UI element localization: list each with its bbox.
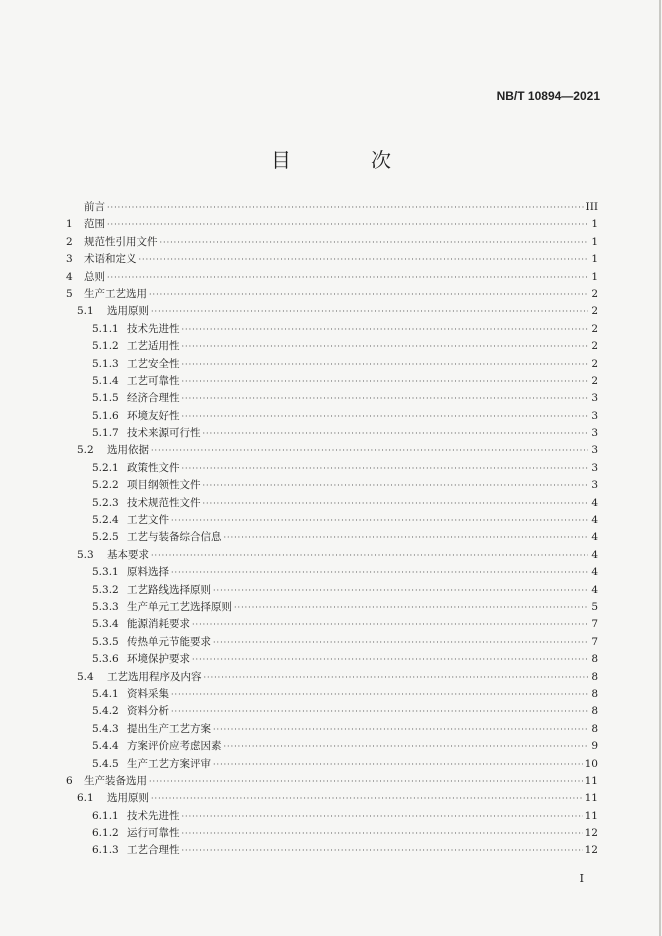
toc-entry-label: 工艺文件 <box>127 514 169 527</box>
toc-entry-page: 8 <box>591 722 598 735</box>
toc-entry-page: 4 <box>591 531 598 544</box>
toc-entry-number: 5.2.3 <box>92 496 119 509</box>
toc-entry-label: 工艺可靠性 <box>127 374 180 387</box>
toc-entry-number: 5 <box>66 287 73 300</box>
dot-leader <box>107 216 588 233</box>
toc-entry-label: 前言 <box>84 201 105 213</box>
toc-entry-number: 5.4.3 <box>92 722 119 735</box>
toc-entry-page: 3 <box>591 444 598 457</box>
toc-entry-label: 技术先进性 <box>127 809 180 822</box>
dot-leader <box>192 651 588 668</box>
toc-entry-number: 5.4.2 <box>92 705 119 718</box>
toc-entry-label: 范围 <box>84 218 105 231</box>
dot-leader <box>182 808 583 825</box>
toc-entry[interactable] <box>66 495 598 512</box>
toc-entry-label: 术语和定义 <box>84 253 137 266</box>
toc-entry-page: 9 <box>591 740 598 753</box>
toc-entry-page: 12 <box>584 844 598 857</box>
toc-entry[interactable] <box>66 721 598 738</box>
toc-entry-page: 4 <box>591 583 598 596</box>
toc-entry[interactable] <box>66 477 598 494</box>
toc-entry-number: 5.1.7 <box>92 427 119 440</box>
toc-entry[interactable] <box>66 425 598 442</box>
toc-entry-number: 5.1.5 <box>92 392 119 405</box>
toc-entry[interactable] <box>66 599 598 616</box>
toc-entry[interactable] <box>66 199 598 216</box>
toc-entry-page: 1 <box>591 270 598 283</box>
toc-entry[interactable] <box>66 390 598 407</box>
toc-entry-label: 传热单元节能要求 <box>127 635 211 648</box>
dot-leader <box>182 338 589 355</box>
toc-entry-label: 选用依据 <box>107 444 149 457</box>
toc-entry-label: 项目纲领性文件 <box>127 479 201 492</box>
toc-entry-label: 原料选择 <box>127 566 169 579</box>
toc-entry-number: 2 <box>66 235 73 248</box>
dot-leader <box>224 738 589 755</box>
toc-entry-label: 环境友好性 <box>127 409 180 422</box>
toc-entry[interactable] <box>66 825 598 842</box>
toc-entry-number: 5.3.1 <box>92 566 119 579</box>
toc-entry[interactable] <box>66 460 598 477</box>
toc-entry-number: 5.2.5 <box>92 531 119 544</box>
toc-entry-page: 11 <box>584 792 598 805</box>
toc-entry-label: 生产工艺方案评审 <box>127 757 211 770</box>
dot-leader <box>160 234 589 251</box>
dot-leader <box>182 321 589 338</box>
toc-entry-page: 8 <box>591 670 598 683</box>
toc-entry-number: 5.3.4 <box>92 618 119 631</box>
toc-entry-number: 4 <box>66 270 73 283</box>
toc-entry-page: 8 <box>591 687 598 700</box>
toc-entry-number: 5.4 <box>77 670 94 683</box>
dot-leader <box>213 721 588 738</box>
toc-entry-page: 4 <box>591 514 598 527</box>
toc-entry[interactable] <box>66 842 598 859</box>
toc-entry[interactable] <box>66 773 598 790</box>
dot-leader <box>107 269 588 286</box>
toc-entry[interactable] <box>66 303 598 320</box>
toc-entry-label: 运行可靠性 <box>127 827 180 840</box>
toc-entry-label: 工艺与装备综合信息 <box>127 531 222 544</box>
toc-entry[interactable] <box>66 808 598 825</box>
toc-entry[interactable] <box>66 442 598 459</box>
toc-entry-page: 2 <box>591 340 598 353</box>
toc-entry[interactable] <box>66 234 598 251</box>
toc-entry[interactable] <box>66 634 598 651</box>
toc-entry-page: 3 <box>591 427 598 440</box>
toc-entry-number: 3 <box>66 253 73 266</box>
toc-entry-number: 5.4.4 <box>92 740 119 753</box>
toc-entry-label: 工艺适用性 <box>127 340 180 353</box>
dot-leader <box>182 356 589 373</box>
toc-entry-number: 5.3.6 <box>92 653 119 666</box>
dot-leader <box>234 599 588 616</box>
toc-entry-number: 5.3 <box>77 548 94 561</box>
toc-entry-page: 2 <box>591 305 598 318</box>
dot-leader <box>171 703 588 720</box>
toc-entry-number: 5.2.1 <box>92 461 119 474</box>
dot-leader <box>151 442 588 459</box>
toc-entry[interactable] <box>66 408 598 425</box>
toc-entry-number: 1 <box>66 218 73 231</box>
toc-entry-number: 5.1.3 <box>92 357 119 370</box>
dot-leader <box>182 408 589 425</box>
toc-entry[interactable] <box>66 269 598 286</box>
toc-entry-label: 经济合理性 <box>127 392 180 405</box>
dot-leader <box>151 790 583 807</box>
toc-entry-number: 5.3.5 <box>92 635 119 648</box>
toc-entry[interactable] <box>66 547 598 564</box>
toc-entry-page: 1 <box>591 218 598 231</box>
dot-leader <box>182 825 583 842</box>
toc-entry-page: 2 <box>591 322 598 335</box>
toc-entry-label: 生产工艺选用 <box>84 287 147 300</box>
toc-entry[interactable] <box>66 738 598 755</box>
toc-entry[interactable] <box>66 529 598 546</box>
toc-entry-label: 工艺安全性 <box>127 357 180 370</box>
table-of-contents <box>66 199 598 860</box>
toc-entry-page: 1 <box>591 235 598 248</box>
dot-leader <box>192 616 588 633</box>
toc-entry-page: 7 <box>591 618 598 631</box>
toc-entry[interactable] <box>66 790 598 807</box>
dot-leader <box>203 425 589 442</box>
toc-entry-label: 资料采集 <box>127 687 169 700</box>
toc-entry-number: 5.1.4 <box>92 374 119 387</box>
toc-entry[interactable] <box>66 616 598 633</box>
toc-entry-number: 5.2.2 <box>92 479 119 492</box>
toc-entry-label: 规范性引用文件 <box>84 235 158 248</box>
dot-leader <box>151 303 588 320</box>
toc-entry[interactable] <box>66 512 598 529</box>
toc-entry-label: 选用原则 <box>107 792 149 805</box>
toc-entry-page: 4 <box>591 496 598 509</box>
toc-entry-label: 生产单元工艺选择原则 <box>127 600 232 613</box>
toc-entry-number: 5.1 <box>77 305 94 318</box>
toc-entry-page: 1 <box>591 253 598 266</box>
toc-entry-number: 5.3.3 <box>92 600 119 613</box>
toc-entry-page: 2 <box>591 287 598 300</box>
toc-entry-number: 5.3.2 <box>92 583 119 596</box>
toc-entry[interactable] <box>66 321 598 338</box>
toc-entry[interactable] <box>66 338 598 355</box>
toc-entry-label: 工艺选用程序及内容 <box>107 670 202 683</box>
dot-leader <box>182 373 589 390</box>
dot-leader <box>213 582 588 599</box>
toc-entry-page: 11 <box>584 809 598 822</box>
toc-entry-page: 3 <box>591 479 598 492</box>
toc-entry[interactable] <box>66 669 598 686</box>
toc-entry[interactable] <box>66 703 598 720</box>
toc-entry-label: 选用原则 <box>107 305 149 318</box>
dot-leader <box>139 251 589 268</box>
toc-entry[interactable] <box>66 356 598 373</box>
toc-entry-page: 3 <box>591 392 598 405</box>
toc-entry[interactable] <box>66 286 598 303</box>
toc-entry-label: 技术先进性 <box>127 322 180 335</box>
toc-entry-page: 5 <box>591 600 598 613</box>
dot-leader <box>204 669 589 686</box>
toc-entry-page: 8 <box>591 653 598 666</box>
dot-leader <box>203 477 589 494</box>
toc-entry-label: 技术来源可行性 <box>127 427 201 440</box>
toc-entry[interactable] <box>66 686 598 703</box>
toc-entry[interactable] <box>66 756 598 773</box>
toc-entry-label: 工艺路线选择原则 <box>127 583 211 596</box>
toc-entry-label: 方案评价应考虑因素 <box>127 740 222 753</box>
toc-entry-page: 8 <box>591 705 598 718</box>
toc-entry-page: 4 <box>591 548 598 561</box>
dot-leader <box>171 564 588 581</box>
toc-entry-label: 生产装备选用 <box>84 774 147 787</box>
toc-entry-label: 技术规范性文件 <box>127 496 201 509</box>
dot-leader <box>203 495 589 512</box>
page-number: I <box>579 872 584 885</box>
toc-entry-number: 5.4.5 <box>92 757 119 770</box>
toc-entry-page: 3 <box>591 409 598 422</box>
dot-leader <box>213 756 583 773</box>
toc-entry-page: 2 <box>591 357 598 370</box>
toc-entry-page: 11 <box>584 774 598 787</box>
toc-entry-page: 7 <box>591 635 598 648</box>
dot-leader <box>149 773 583 790</box>
toc-entry[interactable] <box>66 216 598 233</box>
dot-leader <box>107 199 584 216</box>
toc-entry[interactable] <box>66 651 598 668</box>
toc-entry-label: 工艺合理性 <box>127 844 180 857</box>
toc-entry-page: 12 <box>584 827 598 840</box>
dot-leader <box>224 529 589 546</box>
toc-entry-number: 5.2.4 <box>92 514 119 527</box>
toc-entry-page: 10 <box>584 757 598 770</box>
toc-entry-number: 5.1.1 <box>92 322 119 335</box>
toc-entry[interactable] <box>66 251 598 268</box>
dot-leader <box>182 842 583 859</box>
toc-entry-page: 3 <box>591 461 598 474</box>
toc-entry-label: 政策性文件 <box>127 461 180 474</box>
toc-entry-number: 5.2 <box>77 444 94 457</box>
toc-entry-label: 提出生产工艺方案 <box>127 722 211 735</box>
dot-leader <box>171 686 588 703</box>
toc-entry-number: 5.4.1 <box>92 687 119 700</box>
dot-leader <box>182 390 589 407</box>
toc-entry[interactable] <box>66 582 598 599</box>
toc-entry-number: 5.1.6 <box>92 409 119 422</box>
toc-entry-label: 能源消耗要求 <box>127 618 190 631</box>
toc-entry-number: 6.1.2 <box>92 827 119 840</box>
toc-entry-number: 6.1.1 <box>92 809 119 822</box>
toc-entry-page: 2 <box>591 374 598 387</box>
toc-entry[interactable] <box>66 373 598 390</box>
toc-entry-page: III <box>585 201 598 213</box>
dot-leader <box>213 634 588 651</box>
toc-entry-label: 环境保护要求 <box>127 653 190 666</box>
toc-entry-number: 5.1.2 <box>92 340 119 353</box>
page-title: 目 次 <box>271 148 421 172</box>
toc-entry-label: 基本要求 <box>107 548 149 561</box>
toc-entry-label: 资料分析 <box>127 705 169 718</box>
toc-entry[interactable] <box>66 564 598 581</box>
dot-leader <box>182 460 589 477</box>
toc-entry-number: 6 <box>66 774 73 787</box>
standard-code: NB/T 10894—2021 <box>496 89 600 103</box>
toc-entry-page: 4 <box>591 566 598 579</box>
dot-leader <box>149 286 588 303</box>
toc-entry-number: 6.1 <box>77 792 94 805</box>
toc-entry-label: 总则 <box>84 270 105 283</box>
toc-entry-number: 6.1.3 <box>92 844 119 857</box>
dot-leader <box>151 547 588 564</box>
scan-edge-divider <box>659 0 661 936</box>
dot-leader <box>171 512 588 529</box>
